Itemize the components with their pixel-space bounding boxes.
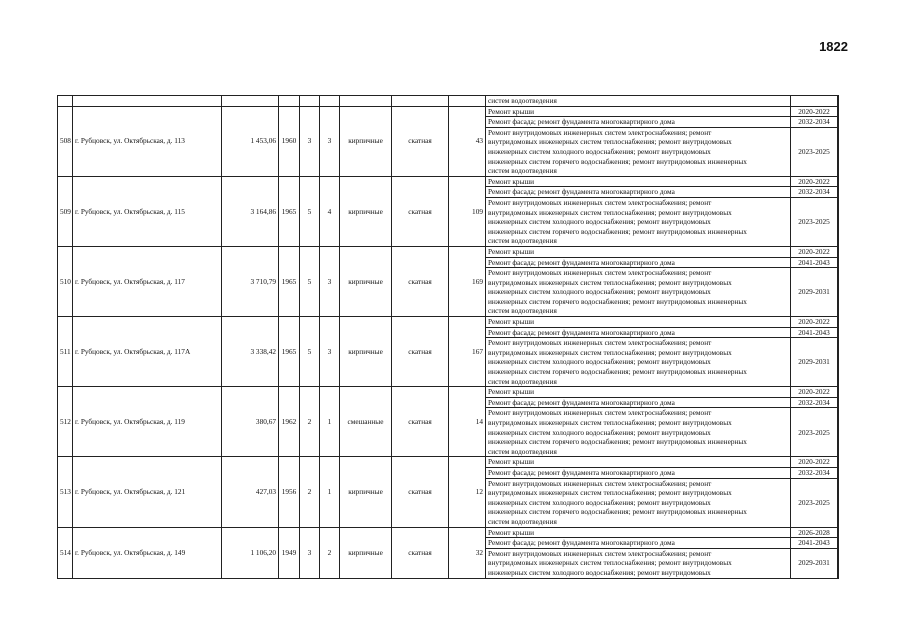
residents-count: 167 — [449, 317, 486, 387]
table-edge-cell — [838, 387, 839, 398]
building-entrances: 2 — [320, 527, 340, 578]
work-description — [486, 397, 791, 408]
work-period: 2023-2025 — [791, 408, 838, 457]
work-period: 2020-2022 — [791, 106, 838, 117]
work-description-line: Ремонт внутридомовых инженерных систем электроснабжения; ремонт — [488, 478, 712, 488]
work-description — [486, 197, 791, 246]
work-description-line: внутридомовых инженерных систем теплоснабжения; ремонт внутридомовых — [488, 558, 732, 568]
work-description-line: Ремонт крыши — [488, 457, 535, 467]
work-period: 2020-2022 — [791, 246, 838, 257]
building-year: 1956 — [279, 457, 300, 527]
building-year: 1962 — [279, 387, 300, 457]
building-number: 514 — [58, 527, 73, 578]
work-period: 2029-2031 — [791, 338, 838, 387]
building-year: 1960 — [279, 106, 300, 176]
work-description — [486, 338, 791, 387]
table-edge-cell — [838, 197, 839, 246]
work-description — [486, 127, 791, 176]
building-number: 511 — [58, 317, 73, 387]
work-description-line: систем водоотведения — [488, 306, 557, 316]
building-number: 509 — [58, 176, 73, 246]
work-description-line: инженерных систем холодного водоснабжения; ремонт внутридомовых — [488, 497, 711, 507]
work-period: 2032-2034 — [791, 187, 838, 198]
work-description-line: Ремонт фасада; ремонт фундамента многоквартирного дома — [488, 187, 675, 197]
building-area: 1 106,20 — [222, 527, 279, 578]
work-description-line: Ремонт крыши — [488, 317, 535, 327]
work-period: 2032-2034 — [791, 467, 838, 478]
table-edge-cell — [838, 338, 839, 387]
table-row — [58, 457, 839, 468]
building-entrances: 4 — [320, 176, 340, 246]
wall-material: кирпичные — [340, 457, 392, 527]
table-edge-cell — [838, 397, 839, 408]
building-floors: 3 — [300, 527, 320, 578]
work-description-line: Ремонт фасада; ремонт фундамента многоквартирного дома — [488, 538, 675, 548]
building-entrances: 3 — [320, 246, 340, 316]
work-description-line: Ремонт внутридомовых инженерных систем электроснабжения; ремонт — [488, 268, 712, 278]
work-description-line: систем водоотведения — [488, 446, 557, 456]
residents-count: 32 — [449, 527, 486, 578]
building-address: г. Рубцовск, ул. Октябрьская, д. 117А — [73, 317, 222, 387]
work-description — [486, 106, 791, 117]
work-description-line: Ремонт внутридомовых инженерных систем электроснабжения; ремонт — [488, 548, 712, 558]
building-entrances: 1 — [320, 457, 340, 527]
table-row — [58, 527, 839, 538]
work-description — [486, 538, 791, 549]
work-period: 2032-2034 — [791, 117, 838, 128]
roof-type: скатная — [392, 246, 449, 316]
work-period: 2023-2025 — [791, 197, 838, 246]
work-description-line: систем водоотведения — [488, 516, 557, 526]
residents-count: 169 — [449, 246, 486, 316]
wall-material: кирпичные — [340, 106, 392, 176]
table-edge-cell — [838, 176, 839, 187]
work-description — [486, 268, 791, 317]
work-description-line: инженерных систем горячего водоснабжения; ремонт внутридомовых инженерных — [488, 226, 747, 236]
work-period: 2032-2034 — [791, 397, 838, 408]
work-description-line: инженерных систем холодного водоснабжения; ремонт внутридомовых — [488, 427, 711, 437]
wall-material: кирпичные — [340, 246, 392, 316]
work-description-line: Ремонт внутридомовых инженерных систем электроснабжения; ремонт — [488, 408, 712, 418]
building-entrances: 3 — [320, 106, 340, 176]
work-description-line: Ремонт фасада; ремонт фундамента многоквартирного дома — [488, 117, 675, 127]
work-description-line: инженерных систем горячего водоснабжения; ремонт внутридомовых инженерных — [488, 437, 747, 447]
building-area: 3 338,42 — [222, 317, 279, 387]
wall-material: кирпичные — [340, 527, 392, 578]
work-period: 2026-2028 — [791, 527, 838, 538]
work-period: 2041-2043 — [791, 327, 838, 338]
building-floors: 2 — [300, 457, 320, 527]
table-row — [58, 387, 839, 398]
building-address: г. Рубцовск, ул. Октябрьская, д. 149 — [73, 527, 222, 578]
work-description — [486, 327, 791, 338]
work-description-line: инженерных систем горячего водоснабжения; ремонт внутридомовых инженерных — [488, 296, 747, 306]
roof-type: скатная — [392, 387, 449, 457]
wall-material: кирпичные — [340, 176, 392, 246]
roof-type: скатная — [392, 457, 449, 527]
work-period — [791, 96, 838, 107]
work-description — [486, 408, 791, 457]
table-edge-cell — [838, 117, 839, 128]
table-row — [58, 96, 839, 107]
building-number: 513 — [58, 457, 73, 527]
work-description-line: Ремонт фасада; ремонт фундамента многоквартирного дома — [488, 467, 675, 477]
table-edge-cell — [838, 408, 839, 457]
work-description-line: инженерных систем холодного водоснабжения; ремонт внутридомовых — [488, 217, 711, 227]
work-period: 2029-2031 — [791, 548, 838, 578]
building-floors: 2 — [300, 387, 320, 457]
residents-count: 109 — [449, 176, 486, 246]
table-edge-cell — [838, 457, 839, 468]
building-area: 3 710,79 — [222, 246, 279, 316]
table-edge-cell — [838, 246, 839, 257]
building-floors: 3 — [300, 106, 320, 176]
table-row — [58, 317, 839, 328]
table-edge-cell — [838, 527, 839, 538]
work-description-line: Ремонт крыши — [488, 246, 535, 256]
table-edge-cell — [838, 187, 839, 198]
work-description: систем водоотведения — [486, 96, 791, 107]
table-edge-cell — [838, 317, 839, 328]
work-description-line: Ремонт крыши — [488, 527, 535, 537]
work-description — [486, 467, 791, 478]
table-row — [58, 106, 839, 117]
work-period: 2020-2022 — [791, 387, 838, 398]
work-period: 2029-2031 — [791, 268, 838, 317]
work-description-line: инженерных систем холодного водоснабжения; ремонт внутридомовых — [488, 357, 711, 367]
work-description — [486, 527, 791, 538]
roof-type: скатная — [392, 527, 449, 578]
building-year: 1965 — [279, 317, 300, 387]
table-edge-cell — [838, 106, 839, 117]
work-description-line: внутридомовых инженерных систем теплоснабжения; ремонт внутридомовых — [488, 277, 732, 287]
building-area: 427,03 — [222, 457, 279, 527]
building-entrances: 3 — [320, 317, 340, 387]
work-description — [486, 387, 791, 398]
residents-count: 14 — [449, 387, 486, 457]
work-description-line: систем водоотведения — [488, 376, 557, 386]
roof-type: скатная — [392, 317, 449, 387]
building-address: г. Рубцовск, ул. Октябрьская, д. 113 — [73, 106, 222, 176]
building-year: 1965 — [279, 246, 300, 316]
building-floors: 5 — [300, 176, 320, 246]
table-edge-cell — [838, 327, 839, 338]
page-number: 1822 — [819, 39, 848, 54]
work-description-line: систем водоотведения — [488, 236, 557, 246]
work-description-line: Ремонт фасада; ремонт фундамента многоквартирного дома — [488, 327, 675, 337]
building-address: г. Рубцовск, ул. Октябрьская, д. 121 — [73, 457, 222, 527]
work-description — [486, 176, 791, 187]
building-number: 512 — [58, 387, 73, 457]
work-description-line: внутридомовых инженерных систем теплоснабжения; ремонт внутридомовых — [488, 137, 732, 147]
table-row — [58, 176, 839, 187]
table-edge-cell — [838, 538, 839, 549]
building-address: г. Рубцовск, ул. Октябрьская, д. 115 — [73, 176, 222, 246]
table-row — [58, 246, 839, 257]
building-floors: 5 — [300, 246, 320, 316]
work-description — [486, 478, 791, 527]
work-description-line: Ремонт фасада; ремонт фундамента многоквартирного дома — [488, 397, 675, 407]
work-description-line: инженерных систем горячего водоснабжения; ремонт внутридомовых инженерных — [488, 507, 747, 517]
capital-repair-register-table — [57, 95, 839, 579]
work-description — [486, 548, 791, 578]
work-description — [486, 117, 791, 128]
work-description — [486, 187, 791, 198]
work-description-line: инженерных систем холодного водоснабжения; ремонт внутридомовых — [488, 287, 711, 297]
building-area: 380,67 — [222, 387, 279, 457]
work-description-line: инженерных систем горячего водоснабжения; ремонт внутридомовых инженерных — [488, 156, 747, 166]
work-description-line: Ремонт внутридомовых инженерных систем электроснабжения; ремонт — [488, 127, 712, 137]
wall-material: смешанные — [340, 387, 392, 457]
work-description — [486, 317, 791, 328]
building-area: 1 453,06 — [222, 106, 279, 176]
building-entrances: 1 — [320, 387, 340, 457]
work-period: 2020-2022 — [791, 176, 838, 187]
table-edge-cell — [838, 467, 839, 478]
register-table-frame — [57, 95, 838, 576]
building-number: 510 — [58, 246, 73, 316]
work-period: 2023-2025 — [791, 478, 838, 527]
roof-type: скатная — [392, 176, 449, 246]
work-description-line: Ремонт крыши — [488, 176, 535, 186]
building-floors: 5 — [300, 317, 320, 387]
table-edge-cell — [838, 548, 839, 578]
work-description-line: инженерных систем холодного водоснабжения; ремонт внутридомовых — [488, 146, 711, 156]
work-description-line: инженерных систем холодного водоснабжения; ремонт внутридомовых — [488, 567, 711, 577]
building-area: 3 164,86 — [222, 176, 279, 246]
work-description-line: внутридомовых инженерных систем теплоснабжения; ремонт внутридомовых — [488, 207, 732, 217]
work-description-line: внутридомовых инженерных систем теплоснабжения; ремонт внутридомовых — [488, 488, 732, 498]
table-edge-cell — [838, 478, 839, 527]
table-edge-cell — [838, 127, 839, 176]
building-address: г. Рубцовск, ул. Октябрьская, д. 119 — [73, 387, 222, 457]
residents-count: 43 — [449, 106, 486, 176]
work-period: 2023-2025 — [791, 127, 838, 176]
wall-material: кирпичные — [340, 317, 392, 387]
roof-type: скатная — [392, 106, 449, 176]
work-description-line: Ремонт внутридомовых инженерных систем электроснабжения; ремонт — [488, 338, 712, 348]
work-period: 2041-2043 — [791, 538, 838, 549]
work-description-line: Ремонт внутридомовых инженерных систем электроснабжения; ремонт — [488, 197, 712, 207]
work-period: 2041-2043 — [791, 257, 838, 268]
building-year: 1965 — [279, 176, 300, 246]
building-year: 1949 — [279, 527, 300, 578]
table-edge-cell — [838, 268, 839, 317]
work-description — [486, 457, 791, 468]
work-description-line: внутридомовых инженерных систем теплоснабжения; ремонт внутридомовых — [488, 347, 732, 357]
work-description — [486, 246, 791, 257]
building-address: г. Рубцовск, ул. Октябрьская, д. 117 — [73, 246, 222, 316]
table-edge-cell — [838, 257, 839, 268]
work-description-line: инженерных систем горячего водоснабжения; ремонт внутридомовых инженерных — [488, 367, 747, 377]
work-description-line: Ремонт крыши — [488, 106, 535, 116]
residents-count: 12 — [449, 457, 486, 527]
building-number: 508 — [58, 106, 73, 176]
work-description-line: систем водоотведения — [488, 166, 557, 176]
work-description-line: Ремонт фасада; ремонт фундамента многоквартирного дома — [488, 257, 675, 267]
work-description — [486, 257, 791, 268]
register-table-body — [58, 96, 839, 579]
work-description-line: внутридомовых инженерных систем теплоснабжения; ремонт внутридомовых — [488, 418, 732, 427]
work-description-line: Ремонт крыши — [488, 387, 535, 397]
work-period: 2020-2022 — [791, 317, 838, 328]
work-period: 2020-2022 — [791, 457, 838, 468]
